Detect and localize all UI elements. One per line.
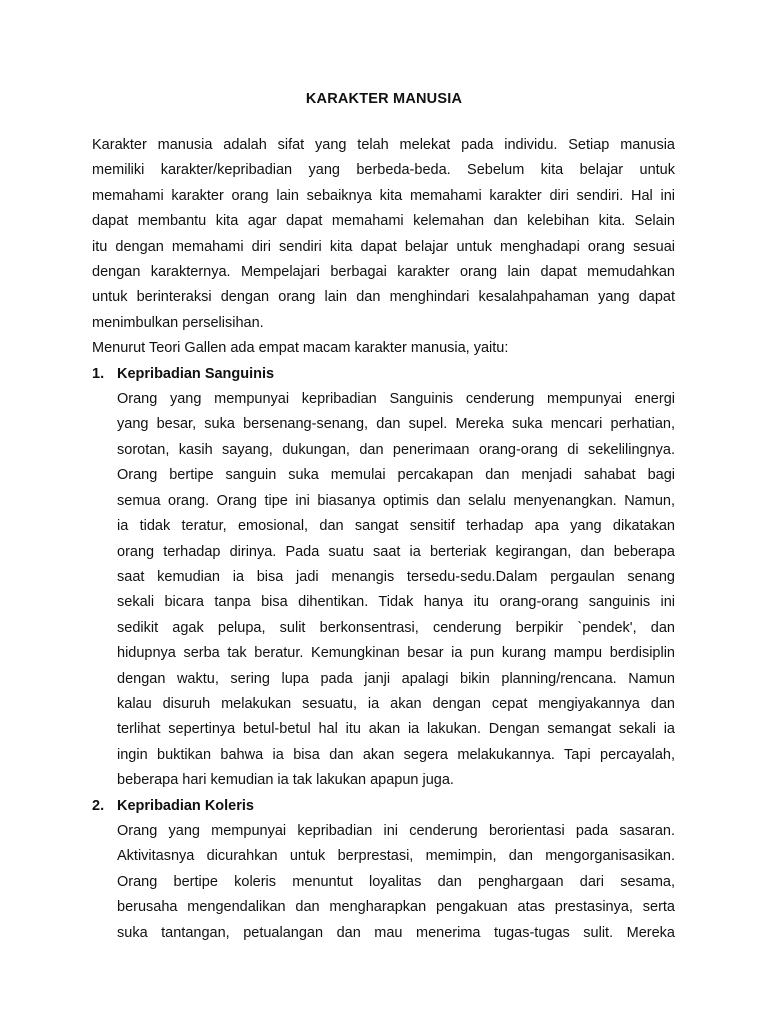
section-paragraph bbox=[92, 387, 675, 794]
text-line: orang terhadap dirinya. Pada suatu saat ia berteriak kegirangan, dan beberapa bbox=[117, 543, 675, 560]
section-heading-text: Kepribadian Sanguinis bbox=[117, 365, 275, 382]
text-line: Karakter manusia adalah sifat yang telah melekat pada individu. Setiap manusia bbox=[92, 137, 675, 153]
text-line: sorotan, kasih sayang, dukungan, dan penerimaan orang-orang di sekelilingnya. bbox=[117, 441, 675, 458]
section-heading-text: Kepribadian Koleris bbox=[117, 797, 254, 814]
text-line: memahami karakter orang lain sebaiknya kita memahami karakter diri sendiri. Hal ini bbox=[92, 187, 675, 204]
text-line: Orang yang mempunyai kepribadian ini cenderung berorientasi pada sasaran. bbox=[117, 822, 675, 839]
text-line: yang besar, suka bersenang-senang, dan supel. Mereka suka mencari perhatian, bbox=[117, 416, 675, 433]
text-line: memiliki karakter/kepribadian yang berbeda-beda. Sebelum kita belajar untuk bbox=[92, 162, 675, 179]
document-body bbox=[92, 133, 675, 946]
text-line: menimbulkan perselisihan. bbox=[92, 314, 264, 331]
section-heading bbox=[92, 794, 675, 819]
text-line: saat kemudian ia bisa jadi menangis tersedu-sedu.Dalam pergaulan senang bbox=[117, 568, 675, 585]
document-title: KARAKTER MANUSIA bbox=[305, 91, 463, 107]
text-line: Orang yang mempunyai kepribadian Sanguinis cenderung mempunyai energi bbox=[117, 391, 675, 408]
section-sanguinis bbox=[92, 362, 675, 794]
list-number: 2. bbox=[92, 797, 105, 814]
text-line: dengan karakternya. Mempelajari berbagai karakter orang lain dapat memudahkan bbox=[92, 264, 675, 281]
text-line: sedikit agak pelupa, sulit berkonsentrasi, cenderung berpikir `pendek', dan bbox=[117, 619, 675, 636]
text-line: hidupnya serba tak beratur. Kemungkinan besar ia pun kurang mampu berdisiplin bbox=[117, 645, 675, 662]
text-line: Orang bertipe sanguin suka memulai percakapan dan menjadi sahabat bagi bbox=[117, 467, 675, 484]
text-line: sekali bicara tanpa bisa dihentikan. Tidak hanya itu orang-orang sanguinis ini bbox=[117, 594, 675, 611]
text-line: kalau disuruh melakukan sesuatu, ia akan dengan cepat mengiyakannya dan bbox=[117, 695, 675, 712]
lead-in-sentence: Menurut Teori Gallen ada empat macam karakter manusia, yaitu: bbox=[92, 340, 509, 357]
section-koleris bbox=[92, 794, 675, 946]
intro-paragraph bbox=[92, 133, 675, 336]
section-paragraph bbox=[92, 819, 675, 946]
text-line: dapat membantu kita agar dapat memahami kelemahan dan kelebihan kita. Selain bbox=[92, 213, 675, 230]
text-line: berusaha mengendalikan dan mengharapkan pengakuan atas prestasinya, serta bbox=[117, 899, 675, 916]
section-heading bbox=[92, 362, 675, 387]
text-line: semua orang. Orang tipe ini biasanya optimis dan selalu menyenangkan. Namun, bbox=[117, 492, 675, 509]
text-line: ia tidak teratur, emosional, dan sangat sensitif terhadap apa yang dikatakan bbox=[117, 518, 675, 535]
text-line: ingin buktikan bahwa ia bisa dan akan segera melakukannya. Tapi percayalah, bbox=[117, 746, 675, 763]
text-line: Aktivitasnya dicurahkan untuk berprestasi, memimpin, dan mengorganisasikan. bbox=[117, 848, 675, 865]
text-line: dengan waktu, sering lupa pada janji apalagi bikin planning/rencana. Namun bbox=[117, 670, 675, 687]
text-line: Orang bertipe koleris menuntut loyalitas dan penghargaan dari sesama, bbox=[117, 873, 675, 890]
text-line: beberapa hari kemudian ia tak lakukan apapun juga. bbox=[117, 772, 454, 789]
text-line: terlihat sepertinya betul-betul hal itu akan ia lakukan. Dengan semangat sekali ia bbox=[117, 721, 675, 738]
text-line: suka tantangan, petualangan dan mau menerima tugas-tugas sulit. Mereka bbox=[117, 924, 675, 941]
text-line: untuk berinteraksi dengan orang lain dan menghindari kesalahpahaman yang dapat bbox=[92, 289, 675, 306]
text-line: itu dengan memahami diri sendiri kita dapat belajar untuk menghadapi orang sesuai bbox=[92, 238, 675, 255]
list-number: 1. bbox=[92, 365, 105, 382]
